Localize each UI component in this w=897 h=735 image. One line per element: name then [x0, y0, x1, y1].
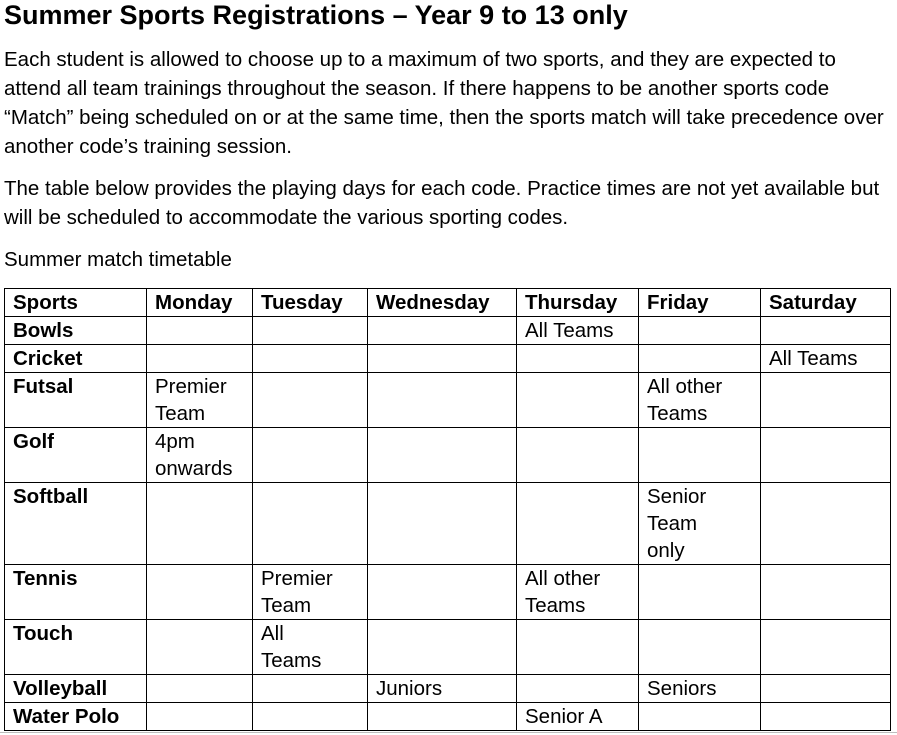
- table-row: [5, 703, 891, 731]
- schedule-cell-saturday: [761, 428, 891, 483]
- schedule-cell-monday: [147, 317, 253, 345]
- header-cell-thursday: Thursday: [517, 289, 639, 317]
- header-cell-sports: Sports: [5, 289, 147, 317]
- sport-name-cell: Touch: [5, 620, 147, 675]
- sport-name-cell: Futsal: [5, 373, 147, 428]
- schedule-cell-thursday: [517, 428, 639, 483]
- sport-name-cell: Water Polo: [5, 703, 147, 731]
- schedule-cell-wednesday: [368, 565, 517, 620]
- schedule-cell-tuesday: [253, 675, 368, 703]
- table-row: [5, 565, 891, 620]
- schedule-cell-thursday: [517, 483, 639, 565]
- sport-name-cell: Softball: [5, 483, 147, 565]
- table-caption: Summer match timetable: [4, 248, 232, 271]
- schedule-cell-thursday: [517, 345, 639, 373]
- schedule-cell-wednesday: Juniors: [368, 675, 517, 703]
- schedule-cell-friday: Senior Team only: [639, 483, 761, 565]
- schedule-cell-monday: [147, 345, 253, 373]
- schedule-cell-saturday: [761, 703, 891, 731]
- schedule-cell-tuesday: Premier Team: [253, 565, 368, 620]
- schedule-cell-friday: [639, 565, 761, 620]
- schedule-cell-thursday: Senior A: [517, 703, 639, 731]
- schedule-cell-monday: [147, 483, 253, 565]
- table-row: [5, 620, 891, 675]
- schedule-cell-tuesday: All Teams: [253, 620, 368, 675]
- page-title: Summer Sports Registrations – Year 9 to 13 only: [4, 0, 628, 30]
- header-cell-tuesday: Tuesday: [253, 289, 368, 317]
- schedule-cell-monday: [147, 565, 253, 620]
- table-row: [5, 317, 891, 345]
- sport-name-cell: Volleyball: [5, 675, 147, 703]
- schedule-cell-tuesday: [253, 373, 368, 428]
- schedule-cell-friday: [639, 428, 761, 483]
- header-cell-saturday: Saturday: [761, 289, 891, 317]
- schedule-cell-tuesday: [253, 703, 368, 731]
- schedule-cell-tuesday: [253, 428, 368, 483]
- sport-name-cell: Cricket: [5, 345, 147, 373]
- schedule-cell-thursday: [517, 675, 639, 703]
- schedule-cell-friday: Seniors: [639, 675, 761, 703]
- schedule-cell-thursday: [517, 620, 639, 675]
- schedule-cell-tuesday: [253, 317, 368, 345]
- page-bottom-divider: [0, 732, 897, 733]
- schedule-cell-thursday: All other Teams: [517, 565, 639, 620]
- sport-name-cell: Tennis: [5, 565, 147, 620]
- schedule-cell-wednesday: [368, 345, 517, 373]
- schedule-cell-friday: [639, 317, 761, 345]
- schedule-cell-saturday: [761, 675, 891, 703]
- schedule-cell-thursday: All Teams: [517, 317, 639, 345]
- header-cell-monday: Monday: [147, 289, 253, 317]
- schedule-cell-wednesday: [368, 703, 517, 731]
- schedule-cell-saturday: All Teams: [761, 345, 891, 373]
- schedule-cell-wednesday: [368, 483, 517, 565]
- schedule-cell-wednesday: [368, 373, 517, 428]
- schedule-cell-wednesday: [368, 620, 517, 675]
- schedule-cell-tuesday: [253, 483, 368, 565]
- schedule-cell-saturday: [761, 373, 891, 428]
- schedule-cell-wednesday: [368, 428, 517, 483]
- schedule-cell-tuesday: [253, 345, 368, 373]
- schedule-cell-friday: All other Teams: [639, 373, 761, 428]
- header-cell-wednesday: Wednesday: [368, 289, 517, 317]
- schedule-cell-monday: Premier Team: [147, 373, 253, 428]
- table-row: [5, 428, 891, 483]
- sport-name-cell: Golf: [5, 428, 147, 483]
- schedule-cell-saturday: [761, 565, 891, 620]
- schedule-cell-monday: 4pm onwards: [147, 428, 253, 483]
- schedule-cell-monday: [147, 703, 253, 731]
- header-cell-friday: Friday: [639, 289, 761, 317]
- table-row: [5, 373, 891, 428]
- schedule-cell-friday: [639, 345, 761, 373]
- schedule-cell-friday: [639, 703, 761, 731]
- schedule-cell-thursday: [517, 373, 639, 428]
- intro-paragraph: Each student is allowed to choose up to a maximum of two sports, and they are expected to attend all team trainings throughout the season. If there happens to be another sports code “Match” being scheduled on or at the same time, then the sports match will take precedence over another code’s training session.: [4, 48, 884, 158]
- match-timetable: [4, 288, 891, 731]
- table-row: [5, 345, 891, 373]
- schedule-cell-monday: [147, 620, 253, 675]
- schedule-cell-friday: [639, 620, 761, 675]
- schedule-cell-saturday: [761, 317, 891, 345]
- schedule-cell-wednesday: [368, 317, 517, 345]
- table-row: [5, 675, 891, 703]
- schedule-cell-saturday: [761, 620, 891, 675]
- table-description-paragraph: The table below provides the playing days for each code. Practice times are not yet available but will be scheduled to accommodate the various sporting codes.: [4, 177, 880, 229]
- sport-name-cell: Bowls: [5, 317, 147, 345]
- table-row: [5, 483, 891, 565]
- schedule-cell-saturday: [761, 483, 891, 565]
- schedule-cell-monday: [147, 675, 253, 703]
- table-header-row: [5, 289, 891, 317]
